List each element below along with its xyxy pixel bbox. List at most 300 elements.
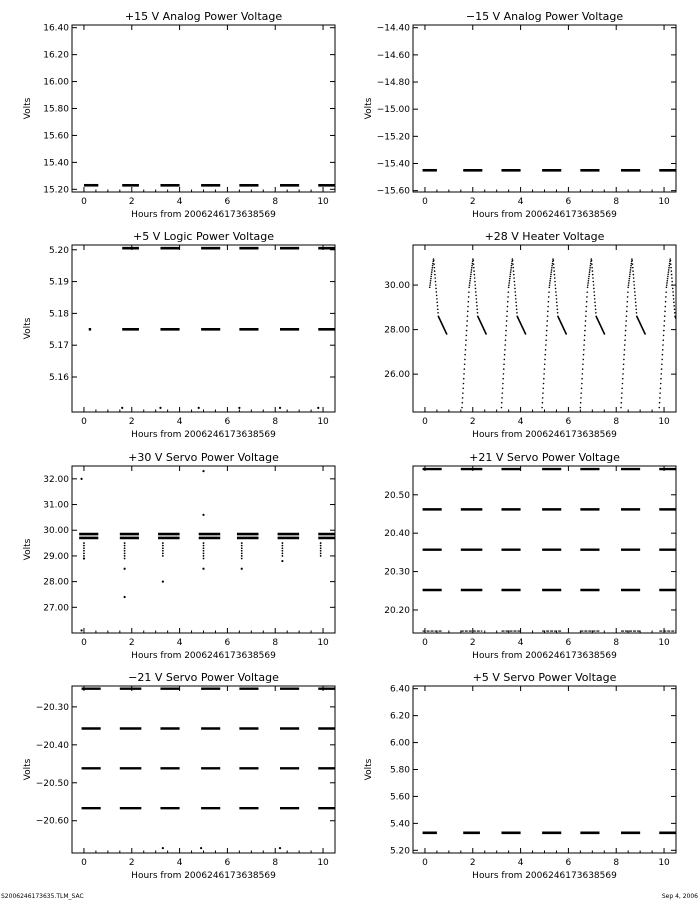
data-point xyxy=(435,284,437,286)
data-point xyxy=(591,267,593,269)
y-tick-label: 30.00 xyxy=(384,281,410,292)
data-point xyxy=(585,315,587,317)
y-tick-label: 26.00 xyxy=(384,370,410,381)
x-tick-label: 8 xyxy=(613,417,620,427)
data-point xyxy=(473,267,475,269)
data-point xyxy=(672,284,674,286)
data-point xyxy=(548,296,550,298)
y-tick-label: 20.50 xyxy=(384,490,410,501)
data-point xyxy=(320,555,322,557)
data-point xyxy=(589,271,591,273)
data-point xyxy=(660,388,662,390)
data-point xyxy=(627,287,629,289)
data-point xyxy=(509,278,511,280)
data-point xyxy=(664,315,666,317)
y-tick-label: −15.40 xyxy=(376,159,410,170)
data-point xyxy=(678,324,680,326)
y-tick-label: 5.19 xyxy=(48,277,69,288)
data-point xyxy=(543,383,545,385)
data-point xyxy=(546,320,548,322)
data-point xyxy=(511,265,513,267)
y-tick-label: 16.40 xyxy=(43,23,69,34)
data-point xyxy=(663,325,665,327)
data-point xyxy=(626,306,628,308)
data-point xyxy=(586,291,588,293)
x-tick-label: 6 xyxy=(565,638,572,648)
x-tick-label: 10 xyxy=(658,858,670,868)
data-point xyxy=(664,320,666,322)
data-point xyxy=(623,363,625,365)
data-point xyxy=(504,359,506,361)
data-point xyxy=(679,326,681,328)
data-point xyxy=(549,280,551,282)
data-point xyxy=(514,281,516,283)
data-point xyxy=(677,321,679,323)
data-point xyxy=(83,557,85,559)
data-point xyxy=(542,397,544,399)
data-point xyxy=(282,555,284,557)
chart-title: +30 V Servo Power Voltage xyxy=(128,451,279,464)
data-point xyxy=(586,296,588,298)
data-point xyxy=(474,274,476,276)
data-point xyxy=(668,269,670,271)
data-point xyxy=(513,277,515,279)
data-point xyxy=(437,305,439,307)
data-point xyxy=(512,260,514,262)
y-tick-label: −20.30 xyxy=(35,702,69,713)
data-point xyxy=(241,542,243,544)
data-point xyxy=(662,339,664,341)
footer-filename: S2006246173635.TLM_SAC xyxy=(1,893,84,900)
data-point xyxy=(472,258,474,260)
x-tick-label: 10 xyxy=(317,197,329,207)
data-point xyxy=(673,295,675,297)
y-tick-label: 20.20 xyxy=(384,605,410,616)
data-point xyxy=(662,344,664,346)
x-tick-label: 6 xyxy=(224,417,231,427)
data-point xyxy=(463,378,465,380)
data-point xyxy=(662,349,664,351)
data-point xyxy=(510,271,512,273)
data-point xyxy=(667,273,669,275)
data-marks xyxy=(79,470,337,631)
data-point xyxy=(465,344,467,346)
y-axis-label: Volts xyxy=(23,758,33,781)
chart-panel-1 xyxy=(23,10,335,220)
data-point xyxy=(633,281,635,283)
data-point xyxy=(633,274,635,276)
data-point xyxy=(677,320,679,322)
data-point xyxy=(666,280,668,282)
data-point xyxy=(550,276,552,278)
y-axis-label: Volts xyxy=(23,538,33,561)
data-point xyxy=(501,402,503,404)
x-tick-label: 0 xyxy=(81,197,87,207)
data-point xyxy=(507,296,509,298)
x-tick-label: 6 xyxy=(565,197,572,207)
data-point xyxy=(556,298,558,300)
data-point xyxy=(594,305,596,307)
data-point xyxy=(585,320,587,322)
data-point xyxy=(661,368,663,370)
data-point xyxy=(592,274,594,276)
x-tick-label: 4 xyxy=(517,197,524,207)
data-point xyxy=(661,363,663,365)
data-point xyxy=(431,271,433,273)
data-point xyxy=(665,301,667,303)
data-point xyxy=(550,278,552,280)
data-point xyxy=(162,555,164,557)
data-point xyxy=(433,263,435,265)
data-point xyxy=(680,328,682,330)
data-point xyxy=(124,550,126,552)
y-axis-label: Volts xyxy=(23,317,33,340)
data-point xyxy=(516,309,518,311)
data-point xyxy=(437,312,439,314)
data-point xyxy=(677,322,679,324)
data-point xyxy=(630,265,632,267)
data-point xyxy=(470,271,472,273)
data-point xyxy=(203,552,205,554)
data-point xyxy=(514,291,516,293)
data-point xyxy=(475,291,477,293)
data-point xyxy=(553,267,555,269)
data-point xyxy=(162,552,164,554)
data-point xyxy=(473,270,475,272)
data-point xyxy=(162,545,164,547)
data-point xyxy=(553,263,555,265)
data-point xyxy=(625,335,627,337)
data-point xyxy=(503,368,505,370)
data-point xyxy=(282,542,284,544)
data-point xyxy=(436,295,438,297)
data-point xyxy=(595,312,597,314)
data-point xyxy=(429,284,431,286)
data-point xyxy=(471,269,473,271)
data-point xyxy=(636,312,638,314)
x-tick-label: 8 xyxy=(272,417,279,427)
data-point xyxy=(508,287,510,289)
data-point xyxy=(543,378,545,380)
data-point xyxy=(124,552,126,554)
x-axis-label: Hours from 2006246173638569 xyxy=(131,210,276,220)
data-point xyxy=(635,298,637,300)
data-point xyxy=(595,309,597,311)
data-point xyxy=(679,325,681,327)
data-point xyxy=(629,278,631,280)
data-point xyxy=(681,331,683,333)
data-point xyxy=(592,270,594,272)
data-point xyxy=(669,265,671,267)
data-point xyxy=(203,555,205,557)
x-axis-label: Hours from 2006246173638569 xyxy=(472,430,617,440)
data-point xyxy=(583,349,585,351)
data-point xyxy=(582,359,584,361)
chart-title: +28 V Heater Voltage xyxy=(484,230,605,243)
data-point xyxy=(203,542,205,544)
data-point xyxy=(581,378,583,380)
data-point xyxy=(430,278,432,280)
data-point xyxy=(548,301,550,303)
data-point xyxy=(124,596,126,598)
data-point xyxy=(463,373,465,375)
x-tick-label: 8 xyxy=(272,638,279,648)
data-point xyxy=(282,547,284,549)
chart-title: +5 V Servo Power Voltage xyxy=(472,671,617,684)
data-point xyxy=(670,267,672,269)
data-point xyxy=(436,291,438,293)
data-point xyxy=(662,354,664,356)
data-point xyxy=(462,388,464,390)
data-point xyxy=(624,344,626,346)
data-point xyxy=(470,273,472,275)
data-point xyxy=(604,333,606,335)
data-point xyxy=(674,312,676,314)
data-point xyxy=(429,287,431,289)
x-tick-label: 4 xyxy=(176,197,183,207)
chart-title: +21 V Servo Power Voltage xyxy=(469,451,620,464)
data-point xyxy=(678,323,680,325)
chart-panel-4 xyxy=(384,230,684,440)
data-point xyxy=(433,258,435,260)
data-point xyxy=(516,312,518,314)
data-point xyxy=(553,270,555,272)
data-point xyxy=(434,277,436,279)
data-point xyxy=(474,281,476,283)
data-point xyxy=(502,392,504,394)
data-point xyxy=(83,547,85,549)
data-point xyxy=(515,295,517,297)
data-point xyxy=(241,555,243,557)
data-point xyxy=(462,397,464,399)
data-point xyxy=(512,267,514,269)
data-point xyxy=(627,291,629,293)
data-point xyxy=(663,335,665,337)
x-tick-label: 2 xyxy=(128,858,135,868)
y-tick-label: 30.00 xyxy=(43,526,69,537)
data-point xyxy=(588,278,590,280)
data-point xyxy=(546,335,548,337)
data-point xyxy=(279,407,281,409)
data-point xyxy=(673,298,675,300)
data-point xyxy=(544,359,546,361)
x-tick-label: 6 xyxy=(224,197,231,207)
data-point xyxy=(673,302,675,304)
data-point xyxy=(320,550,322,552)
data-point xyxy=(677,322,679,324)
x-tick-label: 0 xyxy=(81,858,87,868)
data-point xyxy=(667,278,669,280)
data-point xyxy=(554,277,556,279)
data-point xyxy=(512,258,514,260)
x-tick-label: 10 xyxy=(658,197,670,207)
data-point xyxy=(584,335,586,337)
x-tick-label: 10 xyxy=(317,858,329,868)
data-point xyxy=(203,550,205,552)
data-point xyxy=(433,260,435,262)
data-point xyxy=(476,302,478,304)
data-point xyxy=(525,333,527,335)
data-point xyxy=(502,378,504,380)
data-point xyxy=(509,280,511,282)
y-tick-label: 5.17 xyxy=(48,341,69,352)
data-point xyxy=(506,315,508,317)
x-tick-label: 4 xyxy=(176,638,183,648)
data-point xyxy=(464,368,466,370)
chart-title: +5 V Logic Power Voltage xyxy=(133,230,274,243)
data-point xyxy=(83,550,85,552)
data-point xyxy=(682,333,684,335)
data-point xyxy=(466,320,468,322)
data-point xyxy=(476,305,478,307)
data-point xyxy=(590,258,592,260)
data-point xyxy=(683,333,685,335)
data-point xyxy=(503,363,505,365)
data-point xyxy=(580,397,582,399)
y-tick-label: 28.00 xyxy=(43,577,69,588)
data-point xyxy=(464,359,466,361)
data-point xyxy=(434,274,436,276)
y-tick-label: 27.00 xyxy=(43,603,69,614)
data-point xyxy=(505,335,507,337)
data-point xyxy=(682,331,684,333)
data-point xyxy=(586,301,588,303)
data-point xyxy=(627,301,629,303)
data-point xyxy=(554,274,556,276)
data-point xyxy=(670,260,672,262)
chart-panel-8 xyxy=(364,671,676,881)
y-tick-label: 20.30 xyxy=(384,567,410,578)
data-point xyxy=(470,278,472,280)
data-point xyxy=(509,276,511,278)
data-point xyxy=(632,267,634,269)
data-point xyxy=(584,339,586,341)
data-point xyxy=(672,288,674,290)
x-tick-label: 4 xyxy=(517,638,524,648)
data-point xyxy=(83,545,85,547)
data-point xyxy=(477,312,479,314)
data-point xyxy=(465,339,467,341)
data-point xyxy=(468,287,470,289)
data-point xyxy=(469,282,471,284)
data-point xyxy=(631,258,633,260)
data-point xyxy=(633,284,635,286)
data-point xyxy=(282,550,284,552)
data-marks xyxy=(423,469,679,631)
data-point xyxy=(622,378,624,380)
y-tick-label: −14.40 xyxy=(376,23,410,34)
data-point xyxy=(668,267,670,269)
data-point xyxy=(466,330,468,332)
data-point xyxy=(659,392,661,394)
x-axis-label: Hours from 2006246173638569 xyxy=(472,210,617,220)
data-point xyxy=(671,281,673,283)
y-axis-label: Volts xyxy=(364,758,374,781)
data-point xyxy=(461,407,463,409)
data-marks xyxy=(429,258,684,408)
data-point xyxy=(505,330,507,332)
data-point xyxy=(594,302,596,304)
data-point xyxy=(589,269,591,271)
data-point xyxy=(463,383,465,385)
data-point xyxy=(202,568,204,570)
data-point xyxy=(446,333,448,335)
data-point xyxy=(587,284,589,286)
data-point xyxy=(507,301,509,303)
x-tick-label: 2 xyxy=(469,197,476,207)
data-point xyxy=(510,273,512,275)
data-point xyxy=(582,363,584,365)
data-point xyxy=(587,282,589,284)
data-point xyxy=(508,284,510,286)
data-point xyxy=(434,270,436,272)
data-point xyxy=(552,258,554,260)
data-point xyxy=(320,552,322,554)
data-point xyxy=(502,383,504,385)
data-point xyxy=(591,260,593,262)
data-point xyxy=(625,320,627,322)
data-point xyxy=(466,335,468,337)
y-tick-label: 5.40 xyxy=(389,819,410,830)
data-point xyxy=(550,271,552,273)
data-point xyxy=(514,288,516,290)
data-point xyxy=(555,284,557,286)
data-point xyxy=(672,291,674,293)
data-point xyxy=(580,407,582,409)
data-point xyxy=(594,295,596,297)
data-point xyxy=(632,263,634,265)
data-point xyxy=(469,284,471,286)
data-point xyxy=(435,288,437,290)
data-point xyxy=(241,568,243,570)
data-point xyxy=(589,267,591,269)
y-tick-label: 16.00 xyxy=(43,77,69,88)
y-tick-label: 16.20 xyxy=(43,50,69,61)
data-point xyxy=(162,847,164,849)
data-point xyxy=(468,296,470,298)
data-point xyxy=(660,383,662,385)
y-tick-label: 15.40 xyxy=(43,158,69,169)
data-point xyxy=(462,402,464,404)
data-point xyxy=(162,547,164,549)
data-point xyxy=(547,311,549,313)
data-point xyxy=(200,847,202,849)
data-point xyxy=(666,287,668,289)
data-point xyxy=(678,323,680,325)
y-axis-label: Volts xyxy=(364,97,374,120)
x-tick-label: 4 xyxy=(176,858,183,868)
y-tick-label: −20.40 xyxy=(35,740,69,751)
data-point xyxy=(634,291,636,293)
data-point xyxy=(124,542,126,544)
data-point xyxy=(621,397,623,399)
data-point xyxy=(588,276,590,278)
data-point xyxy=(544,363,546,365)
x-tick-label: 0 xyxy=(422,417,428,427)
data-point xyxy=(627,296,629,298)
data-point xyxy=(474,284,476,286)
x-axis-label: Hours from 2006246173638569 xyxy=(472,651,617,661)
data-point xyxy=(625,330,627,332)
x-tick-label: 6 xyxy=(224,858,231,868)
data-point xyxy=(583,354,585,356)
data-point xyxy=(470,276,472,278)
data-point xyxy=(320,547,322,549)
data-point xyxy=(565,333,567,335)
data-point xyxy=(586,306,588,308)
data-point xyxy=(634,295,636,297)
x-tick-label: 0 xyxy=(422,197,428,207)
